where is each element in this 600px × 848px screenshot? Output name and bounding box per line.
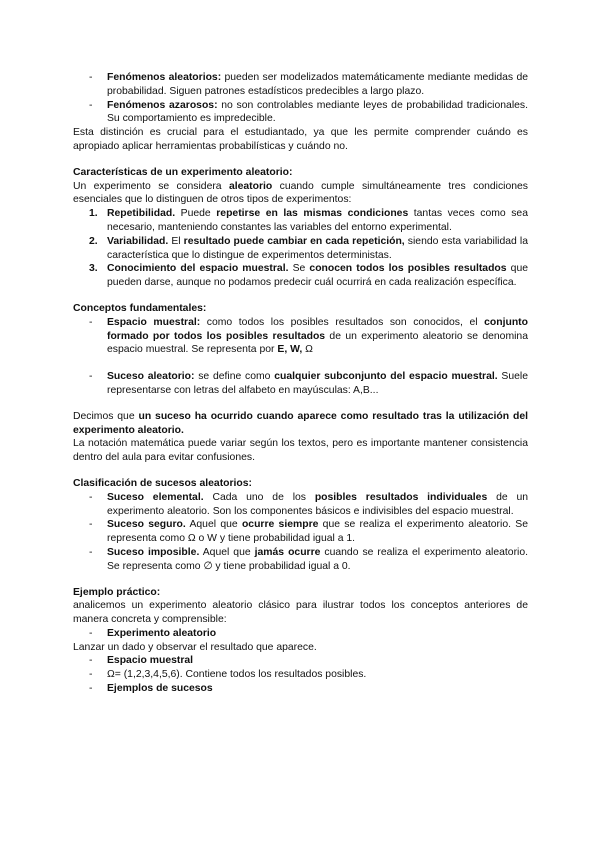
list-item: - Suceso elemental. Cada uno de los posibles resultados individuales de un experimento aleatorio. Son los componentes básicos e indivisibles del espacio muestral.	[89, 491, 529, 517]
list-item: - Ejemplos de sucesos	[89, 683, 213, 695]
term-label: Fenómenos azarosos:	[107, 99, 218, 111]
bullet-marker: -	[89, 546, 93, 558]
list-item: 2. Variabilidad. El resultado puede cambiar en cada repetición, siendo esta variabilidad la característica que lo distingue de experimentos deterministas.	[89, 235, 528, 261]
list-item: - Espacio muestral: como todos los posibles resultados son conocidos, el conjunto formado por todos los posibles resultados de un experimento aleatorio se denomina espacio muestral. Se representa por E, W, Ω	[89, 316, 528, 356]
list-number: 3.	[89, 263, 98, 275]
bullet-marker: -	[89, 491, 93, 503]
list-number: 1.	[89, 208, 98, 220]
list-number: 2.	[89, 235, 98, 247]
caracteristicas-list	[73, 207, 528, 290]
bullet-marker: -	[89, 519, 93, 531]
term-text: no son controlables mediante leyes de probabilidad tradicionales. Su comportamiento es impredecible.	[107, 99, 528, 125]
heading-conceptos: Conceptos fundamentales:	[73, 302, 207, 314]
bullet-marker: -	[89, 316, 93, 328]
conceptos-list	[73, 316, 528, 398]
list-item	[73, 99, 528, 127]
list-item: - Experimento aleatorio	[89, 627, 217, 639]
bullet-marker: -	[89, 371, 93, 383]
bullet-marker: -	[89, 669, 93, 681]
ejemplo-list-2	[73, 654, 528, 695]
intro-paragraph: Esta distinción es crucial para el estudiantado, ya que les permite comprender cuándo es apropiado aplicar herramientas probabilísticas y cuándo no.	[73, 127, 528, 152]
notacion-paragraph: La notación matemática puede variar según los textos, pero es importante mantener consistencia dentro del aula para evitar confusiones.	[73, 438, 528, 464]
ejemplo-intro: analicemos un experimento aleatorio clásico para ilustrar todos los conceptos anteriores de manera concreta y comprensible:	[73, 600, 528, 626]
list-item: 1. Repetibilidad. Puede repetirse en las mismas condiciones tantas veces como sea necesario, manteniendo constantes las variables del entorno experimental.	[89, 208, 528, 233]
clasificacion-list	[73, 491, 528, 574]
heading-ejemplo: Ejemplo práctico:	[73, 586, 161, 598]
list-item: - Ω= (1,2,3,4,5,6). Contiene todos los resultados posibles.	[89, 669, 367, 681]
bullet-marker: -	[89, 683, 93, 695]
bullet-marker: -	[89, 655, 93, 667]
bullet-marker: -	[89, 99, 93, 111]
heading-caracteristicas: Características de un experimento aleatorio:	[73, 166, 293, 178]
bullet-marker: -	[89, 72, 93, 83]
list-item: - Suceso aleatorio: se define como cualquier subconjunto del espacio muestral. Suele representarse con letras del alfabeto en mayúsculas: A,B...	[89, 371, 528, 396]
lanzar-paragraph: Lanzar un dado y observar el resultado que aparece.	[73, 641, 317, 653]
list-item	[73, 71, 528, 99]
ejemplo-list-1	[73, 627, 528, 641]
list-item: 3. Conocimiento del espacio muestral. Se conocen todos los posibles resultados que pueden darse, aunque no podamos predecir cuál ocurrirá en cada realización específica.	[89, 263, 529, 289]
intro-list	[73, 71, 528, 126]
document-body	[73, 71, 528, 696]
list-item: - Suceso imposible. Aquel que jamás ocurre cuando se realiza el experimento aleatorio. Se representa como ∅ y tiene probabilidad igual a 0.	[89, 546, 528, 572]
caracteristicas-intro: Un experimento se considera aleatorio cuando cumple simultáneamente tres condiciones esenciales que lo distinguen de otros tipos de experimentos:	[73, 180, 528, 206]
heading-clasificacion: Clasificación de sucesos aleatorios:	[73, 477, 253, 489]
term-label: Fenómenos aleatorios:	[107, 72, 222, 83]
list-item: - Espacio muestral	[89, 655, 194, 667]
list-item: - Suceso seguro. Aquel que ocurre siempre que se realiza el experimento aleatorio. Se representa como Ω o W y tiene probabilidad igual a 1.	[89, 519, 528, 545]
decimos-paragraph: Decimos que un suceso ha ocurrido cuando aparece como resultado tras la utilización del experimento aleatorio.	[73, 410, 528, 436]
list-spacer	[73, 357, 528, 370]
bullet-marker: -	[89, 627, 93, 639]
term-text: pueden ser modelizados matemáticamente mediante medidas de probabilidad. Siguen patrones estadísticos predecibles a largo plazo.	[107, 72, 529, 97]
